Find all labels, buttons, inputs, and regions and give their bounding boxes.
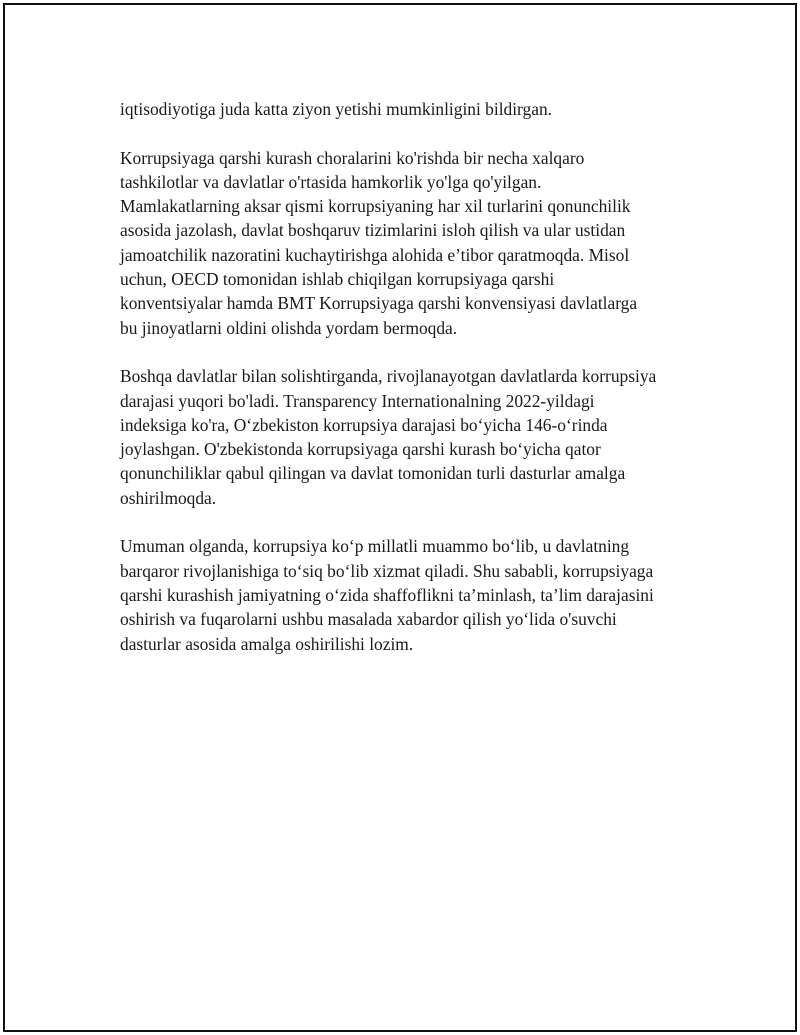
text-line: tashkilotlar va davlatlar o'rtasida hamkorlik yo'lga qo'yilgan. — [120, 171, 542, 192]
page-frame — [3, 3, 797, 1032]
text-line: Korrupsiyaga qarshi kurash choralarini ko'rishda bir necha xalqaro — [120, 147, 585, 168]
document-body — [120, 97, 700, 680]
paragraph-3 — [120, 364, 700, 510]
paragraph-2 — [120, 146, 700, 340]
text-line: Mamlakatlarning aksar qismi korrupsiyaning har xil turlarini qonunchilik — [120, 196, 631, 217]
text-line: qarshi kurashish jamiyatning o‘zida shaffoflikni ta’minlash, ta’lim darajasini — [120, 584, 654, 605]
text-line: asosida jazolash, davlat boshqaruv tizimlarini isloh qilish va ular ustidan — [120, 220, 626, 241]
text-line: uchun, OECD tomonidan ishlab chiqilgan korrupsiyaga qarshi — [120, 269, 555, 290]
paragraph-4 — [120, 534, 700, 655]
text-line: jamoatchilik nazoratini kuchaytirishga alohida e’tibor qaratmoqda. Misol — [120, 244, 630, 265]
text-line: darajasi yuqori bo'ladi. Transparency Internationalning 2022-yildagi — [120, 390, 595, 411]
paragraph-1 — [120, 97, 700, 121]
text-line: bu jinoyatlarni oldini olishda yordam bermoqda. — [120, 317, 458, 338]
text-line: Umuman olganda, korrupsiya ko‘p millatli muammo bo‘lib, u davlatning — [120, 536, 630, 557]
text-line: dasturlar asosida amalga oshirilishi lozim. — [120, 633, 414, 654]
text-line: oshirish va fuqarolarni ushbu masalada xabardor qilish yo‘lida o'suvchi — [120, 609, 617, 630]
text-line: iqtisodiyotiga juda katta ziyon yetishi mumkinligini bildirgan. — [120, 99, 552, 119]
text-line: joylashgan. O'zbekistonda korrupsiyaga qarshi kurash bo‘yicha qator — [120, 439, 601, 460]
text-line: qonunchiliklar qabul qilingan va davlat tomonidan turli dasturlar amalga — [120, 463, 626, 484]
text-line: barqaror rivojlanishiga to‘siq bo‘lib xizmat qiladi. Shu sababli, korrupsiyaga — [120, 560, 654, 581]
text-line: indeksiga ko'ra, O‘zbekiston korrupsiya darajasi bo‘yicha 146-o‘rinda — [120, 414, 608, 435]
text-line: oshirilmoqda. — [120, 487, 217, 508]
text-line: Boshqa davlatlar bilan solishtirganda, rivojlanayotgan davlatlarda korrupsiya — [120, 366, 657, 387]
text-line: konventsiyalar hamda BMT Korrupsiyaga qarshi konvensiyasi davlatlarga — [120, 293, 638, 314]
